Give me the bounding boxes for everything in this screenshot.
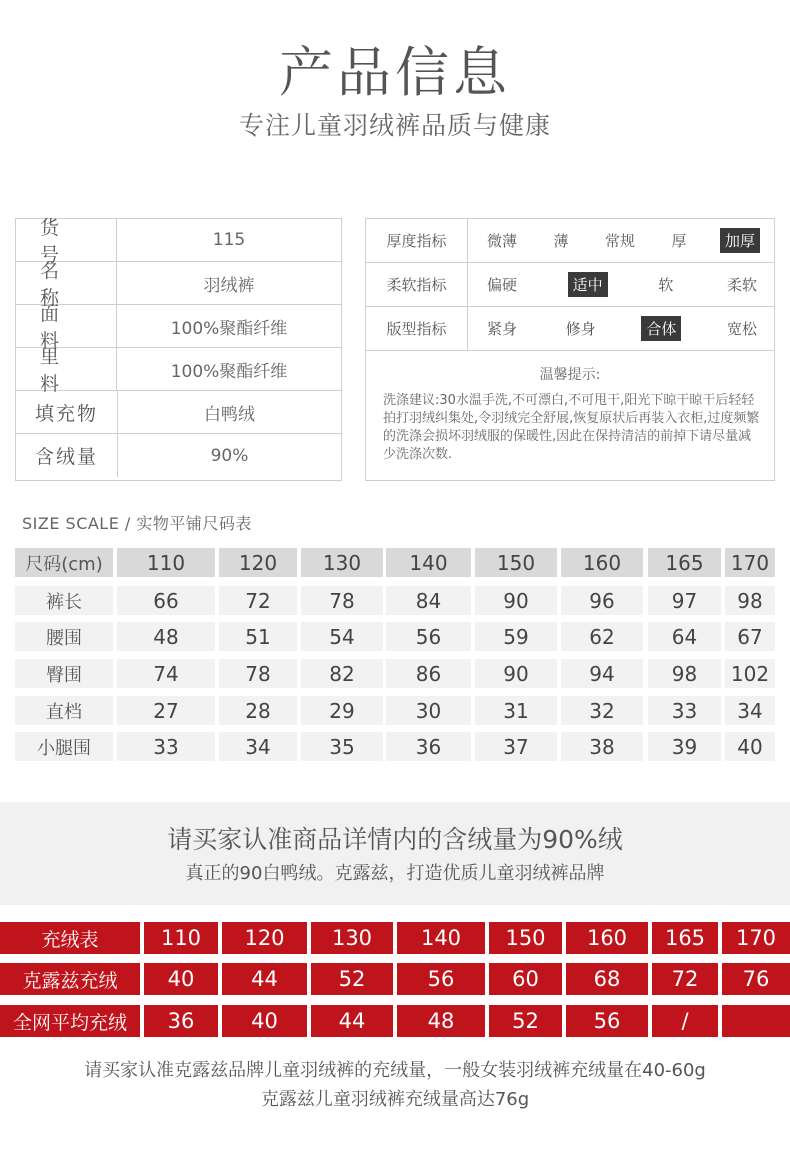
size-table-cell: 28 (219, 696, 297, 725)
info-value: 羽绒裤 (203, 275, 255, 296)
fill-table-cell: 52 (489, 1005, 562, 1037)
size-table-cell: 82 (301, 659, 383, 688)
info-row (16, 391, 341, 434)
fill-table-cell: 60 (489, 963, 562, 995)
size-table-cell: 56 (386, 622, 471, 651)
notice-line-1: 请买家认准商品详情内的含绒量为90%绒 (167, 825, 623, 854)
indicator-option-selected: 加厚 (720, 228, 760, 253)
size-table-cell: 165 (648, 548, 721, 577)
indicator-option: 偏硬 (487, 276, 518, 294)
size-table-cell: 64 (648, 622, 721, 651)
size-table-cell: 33 (648, 696, 721, 725)
size-table-cell: 29 (301, 696, 383, 725)
size-table-cell: 78 (219, 659, 297, 688)
size-table-label-cell: 裤长 (15, 586, 113, 615)
fill-table-cell: / (652, 1005, 718, 1037)
fill-table-cell: 40 (222, 1005, 307, 1037)
size-table-cell: 72 (219, 586, 297, 615)
indicator-key: 柔软指标 (366, 263, 468, 306)
indicator-option: 柔软 (726, 276, 757, 294)
info-row (16, 346, 341, 395)
size-table-cell: 74 (117, 659, 215, 688)
size-table-cell: 38 (561, 732, 643, 761)
fill-table-cell: 110 (144, 922, 218, 954)
fill-table-label-cell: 充绒表 (0, 922, 140, 954)
size-table-cell: 84 (386, 586, 471, 615)
indicator-option: 微薄 (487, 232, 518, 250)
indicator-options (468, 263, 774, 306)
fill-table-cell: 160 (566, 922, 648, 954)
fill-table-label-cell: 克露兹充绒 (0, 963, 140, 995)
indicator-option: 宽松 (726, 320, 757, 338)
size-table-label-cell: 尺码(cm) (15, 548, 113, 577)
size-table-label-cell: 直档 (15, 696, 113, 725)
fill-table-cell: 165 (652, 922, 718, 954)
size-table-cell: 78 (301, 586, 383, 615)
fill-table-cell: 120 (222, 922, 307, 954)
indicator-option-selected: 适中 (568, 272, 608, 297)
info-key: 货号 (16, 219, 117, 261)
size-table-row (15, 732, 775, 761)
info-value: 90% (210, 445, 249, 466)
fill-table-cell: 44 (222, 963, 307, 995)
fill-table-row (0, 1005, 790, 1037)
info-key: 里料 (16, 348, 117, 390)
fill-table-cell: 52 (311, 963, 393, 995)
size-table-cell: 150 (475, 548, 557, 577)
info-value: 100%聚酯纤维 (170, 318, 288, 339)
care-tip-title: 温馨提示: (539, 367, 601, 383)
indicator-key: 厚度指标 (366, 219, 468, 262)
info-value: 100%聚酯纤维 (170, 361, 288, 382)
size-table-cell: 140 (386, 548, 471, 577)
size-table-cell: 27 (117, 696, 215, 725)
indicator-row-thickness (366, 219, 774, 263)
product-info-table (15, 218, 342, 481)
size-table-cell: 96 (561, 586, 643, 615)
size-table-cell: 62 (561, 622, 643, 651)
indicator-key: 版型指标 (366, 307, 468, 350)
fill-table-cell (722, 1005, 790, 1037)
info-key: 名称 (16, 262, 117, 304)
indicator-table (365, 218, 775, 481)
fill-table-cell: 150 (489, 922, 562, 954)
size-table-cell: 39 (648, 732, 721, 761)
size-table-cell: 35 (301, 732, 383, 761)
fill-table-label-cell: 全网平均充绒 (0, 1005, 140, 1037)
fill-table-header-row (0, 922, 790, 954)
fill-table-cell: 170 (722, 922, 790, 954)
size-table-cell: 160 (561, 548, 643, 577)
size-table-cell: 59 (475, 622, 557, 651)
indicator-option: 修身 (565, 320, 596, 338)
size-table-cell: 48 (117, 622, 215, 651)
footer-line-2: 克露兹儿童羽绒裤充绒量高达76g (260, 1089, 530, 1110)
fill-table-cell: 56 (397, 963, 485, 995)
fill-table-cell: 36 (144, 1005, 218, 1037)
page-title: 产品信息 (279, 41, 511, 104)
size-table-cell: 90 (475, 586, 557, 615)
size-table-cell: 54 (301, 622, 383, 651)
fill-table-cell: 72 (652, 963, 718, 995)
size-table-cell: 170 (725, 548, 775, 577)
size-table-cell: 86 (386, 659, 471, 688)
size-table-row (15, 659, 775, 688)
fill-table-cell: 56 (566, 1005, 648, 1037)
size-table-cell: 32 (561, 696, 643, 725)
size-table-cell: 37 (475, 732, 557, 761)
size-table-cell: 120 (219, 548, 297, 577)
size-table-cell: 110 (117, 548, 215, 577)
indicator-option: 紧身 (487, 320, 518, 338)
size-scale-heading: SIZE SCALE / 实物平铺尺码表 (22, 514, 252, 533)
size-table-cell: 67 (725, 622, 775, 651)
size-table-label-cell: 小腿围 (15, 732, 113, 761)
size-table-cell: 98 (648, 659, 721, 688)
size-table-label-cell: 臀围 (15, 659, 113, 688)
size-table-cell: 34 (725, 696, 775, 725)
size-table-cell: 36 (386, 732, 471, 761)
size-table-row (15, 586, 775, 615)
fill-table-cell: 68 (566, 963, 648, 995)
info-value: 115 (212, 230, 246, 250)
fill-table-cell: 76 (722, 963, 790, 995)
footer-line-1: 请买家认准克露兹品牌儿童羽绒裤的充绒量，一般女装羽绒裤充绒量在40-60g (84, 1060, 706, 1081)
size-table-header-row (15, 548, 775, 577)
indicator-option: 软 (658, 276, 674, 294)
indicator-row-fit (366, 307, 774, 351)
size-table-cell: 33 (117, 732, 215, 761)
size-table-cell: 66 (117, 586, 215, 615)
fill-table-cell: 130 (311, 922, 393, 954)
fill-table-row (0, 963, 790, 995)
indicator-options (468, 219, 774, 262)
fill-table-cell: 140 (397, 922, 485, 954)
care-tip-text: 洗涤建议:30水温手洗,不可漂白,不可甩干,阳光下晾干晾干后轻轻拍打羽绒纠集处,令羽绒完全舒展,恢复原状后再装入衣柜,过度频繁的洗涤会损坏羽绒服的保暖性,因此在保持清洁的前掉下请尽量减少洗涤次数. (383, 393, 760, 462)
size-table-cell: 34 (219, 732, 297, 761)
indicator-option-selected: 合体 (641, 316, 681, 341)
indicator-row-softness (366, 263, 774, 307)
indicator-option: 厚 (671, 232, 687, 250)
indicator-options (468, 307, 774, 350)
info-key: 含绒量 (16, 434, 118, 477)
info-key: 填充物 (16, 391, 118, 433)
size-table-label-cell: 腰围 (15, 622, 113, 651)
notice-line-2: 真正的90白鸭绒。克露兹，打造优质儿童羽绒裤品牌 (185, 863, 605, 884)
fill-table-cell: 44 (311, 1005, 393, 1037)
info-value: 白鸭绒 (204, 404, 255, 425)
size-table-row (15, 622, 775, 651)
size-table-cell: 31 (475, 696, 557, 725)
size-table-cell: 94 (561, 659, 643, 688)
indicator-option: 薄 (553, 232, 569, 250)
size-table-cell: 98 (725, 586, 775, 615)
size-table-cell: 90 (475, 659, 557, 688)
fill-table-cell: 48 (397, 1005, 485, 1037)
size-table-cell: 40 (725, 732, 775, 761)
indicator-option: 常规 (604, 232, 635, 250)
info-row (16, 434, 341, 477)
size-table-cell: 130 (301, 548, 383, 577)
size-table-cell: 102 (725, 659, 775, 688)
page-subtitle: 专注儿童羽绒裤品质与健康 (238, 111, 551, 140)
info-key: 面料 (16, 305, 117, 347)
size-table-cell: 51 (219, 622, 297, 651)
size-table-row (15, 696, 775, 725)
fill-table-cell: 40 (144, 963, 218, 995)
size-table-cell: 97 (648, 586, 721, 615)
size-table-cell: 30 (386, 696, 471, 725)
